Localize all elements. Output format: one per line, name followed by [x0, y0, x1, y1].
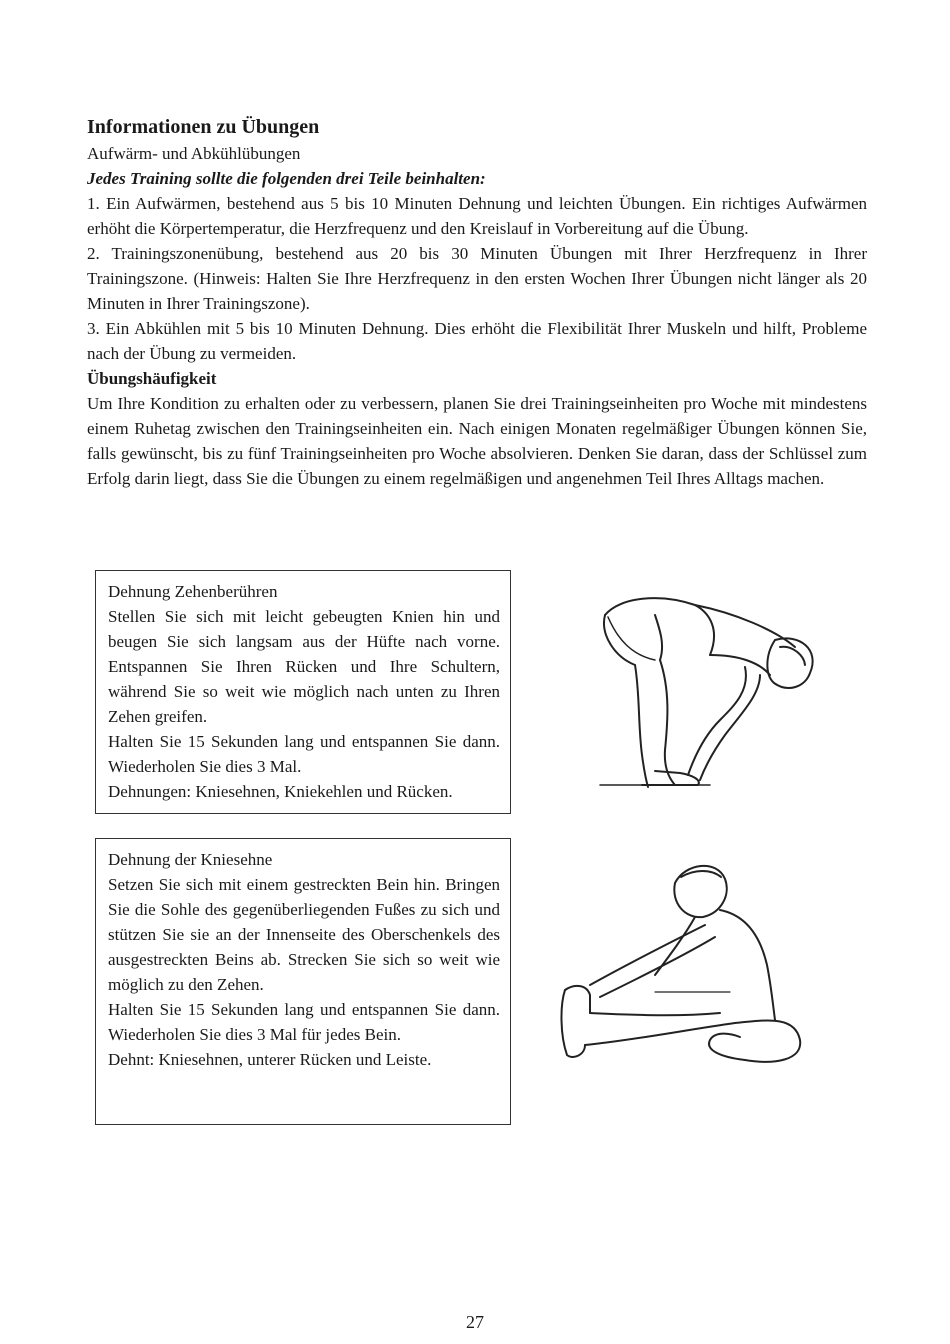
exercise-title: Dehnung der Kniesehne [108, 850, 273, 869]
page-number: 27 [466, 1312, 484, 1332]
intro-section [87, 113, 867, 491]
step-warmup: 1. Ein Aufwärmen, bestehend aus 5 bis 10 Minuten Dehnung und leichten Übungen. Ein richtiges Aufwärmen erhöht die Körpertemperatur, die Herzfrequenz und den Kreislauf in Vorbereitung auf die Übung. [87, 194, 867, 238]
hamstring-stretch-illustration [545, 855, 830, 1070]
step-cooldown: 3. Ein Abkühlen mit 5 bis 10 Minuten Dehnung. Dies erhöht die Flexibilität Ihrer Muskeln und hilft, Probleme nach der Übung zu vermeiden. [87, 319, 867, 363]
exercise-box-toe-touch [95, 570, 511, 814]
exercise-instruction: Setzen Sie sich mit einem gestreckten Bein hin. Bringen Sie die Sohle des gegenüberliegenden Fußes zu sich und stützen Sie sie an der Innenseite des Oberschenkels des ausgestreckten Beins ab. Strecken Sie sich so weit wie möglich zu den Zehen. [108, 875, 500, 994]
exercise-hold: Halten Sie 15 Sekunden lang und entspannen Sie dann. Wiederholen Sie dies 3 Mal für jedes Bein. [108, 1000, 500, 1044]
frequency-heading: Übungshäufigkeit [87, 369, 217, 388]
exercise-targets: Dehnungen: Kniesehnen, Kniekehlen und Rücken. [108, 782, 453, 801]
frequency-text: Um Ihre Kondition zu erhalten oder zu verbessern, planen Sie drei Trainingseinheiten pro Woche mit mindestens einem Ruhetag zwischen den Trainingseinheiten ein. Nach einigen Monaten regelmäßiger Übungen können Sie, falls gewünscht, bis zu fünf Trainingseinheiten pro Woche absolvieren. Denken Sie daran, dass der Schlüssel zum Erfolg darin liegt, dass Sie die Übungen zu einem regelmäßigen und angenehmen Teil Ihres Alltags machen. [87, 394, 867, 488]
section-title: Informationen zu Übungen [87, 116, 320, 138]
exercise-box-hamstring [95, 838, 511, 1125]
exercise-hold: Halten Sie 15 Sekunden lang und entspannen Sie dann. Wiederholen Sie dies 3 Mal. [108, 732, 500, 776]
section-subtitle: Aufwärm- und Abkühlübungen [87, 144, 301, 163]
toe-touch-illustration [560, 585, 830, 805]
exercise-targets: Dehnt: Kniesehnen, unterer Rücken und Leiste. [108, 1050, 432, 1069]
lead-text: Jedes Training sollte die folgenden drei Teile beinhalten: [87, 169, 486, 188]
step-training-zone: 2. Trainingszonenübung, bestehend aus 20 bis 30 Minuten Übungen mit Ihrer Herzfrequenz in Ihrer Trainingszone. (Hinweis: Halten Sie Ihre Herzfrequenz in den ersten Wochen Ihrer Übungen nicht länger als 20 Minuten in Ihrer Trainingszone). [87, 244, 867, 313]
exercise-instruction: Stellen Sie sich mit leicht gebeugten Knien hin und beugen Sie sich langsam aus der Hüfte nach vorne. Entspannen Sie Ihren Rücken und Ihre Schultern, während Sie so weit wie möglich nach unten zu Ihren Zehen greifen. [108, 607, 500, 726]
exercise-title: Dehnung Zehenberühren [108, 582, 278, 601]
